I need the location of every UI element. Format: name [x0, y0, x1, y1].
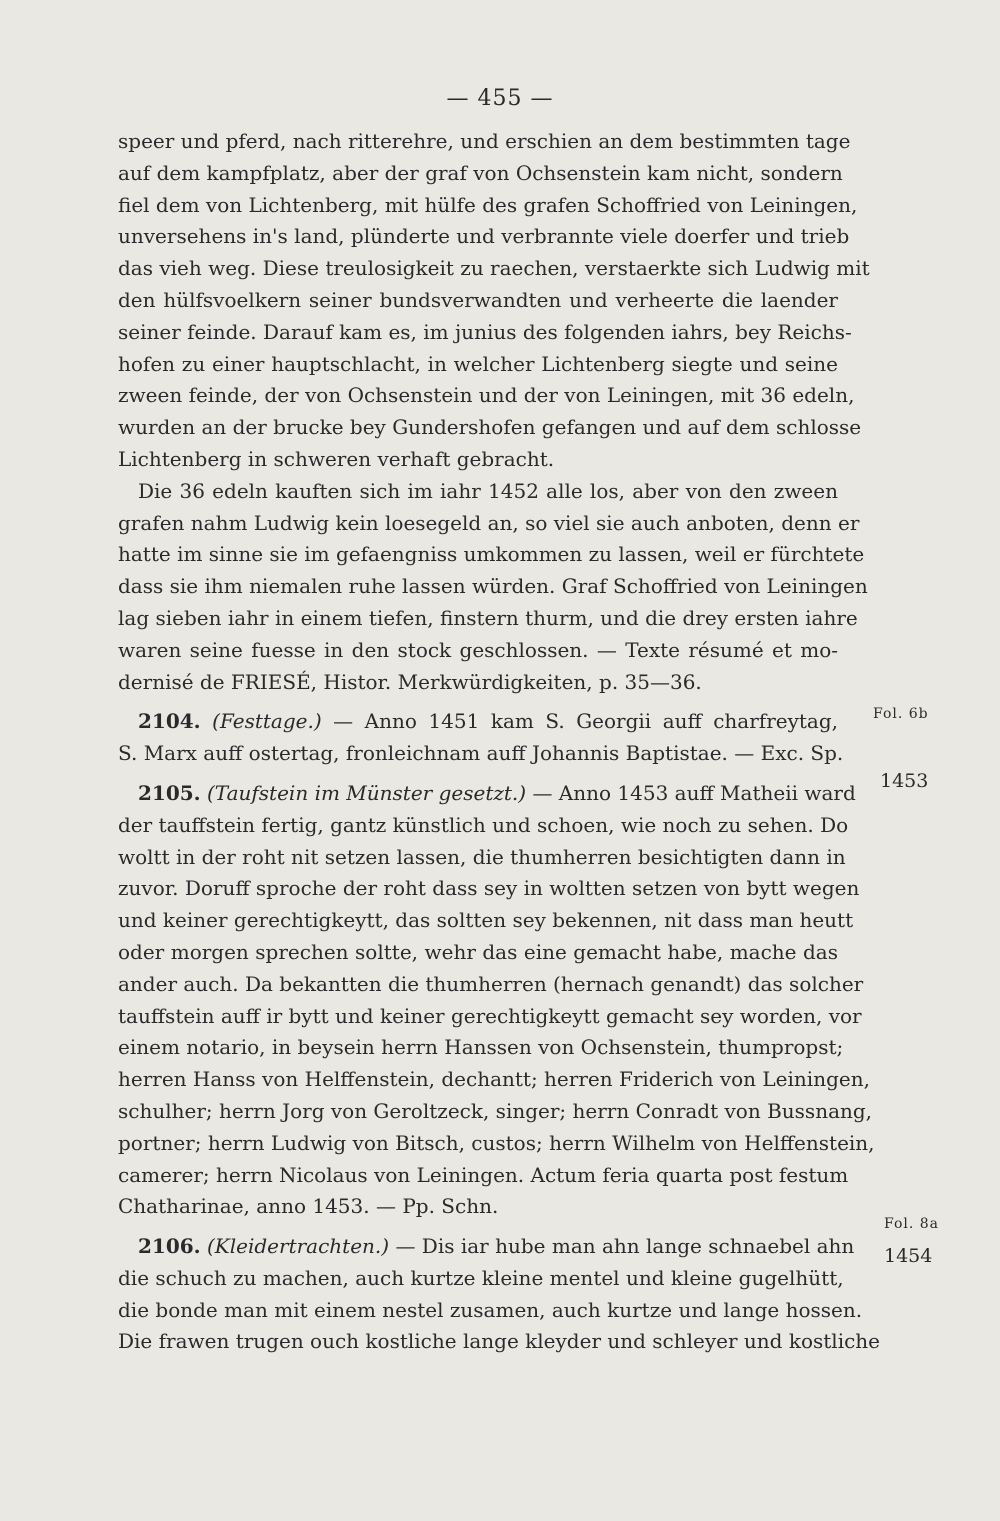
entry-2104-heading-line: [118, 706, 838, 738]
text-line: speer und pferd, nach ritterehre, und erschien an dem bestimmten tage: [118, 129, 851, 153]
text-line: waren seine fuesse in den stock geschlossen. — Texte résumé et mo-: [118, 637, 838, 662]
text-line: und keiner gerechtigkeytt, das soltten sey bekennen, nit dass man heutt: [118, 908, 854, 933]
entry-gap: [118, 770, 838, 778]
entry-number: 2104.: [138, 709, 201, 734]
entry-gap: [118, 1223, 838, 1231]
text-line: herren Hanss von Helffenstein, dechantt; herren Friderich von Leiningen,: [118, 1067, 870, 1092]
text-line: einem notario, in beysein herrn Hanssen von Ochsenstein, thumpropst;: [118, 1035, 844, 1060]
text-line: die bonde man mit einem nestel zusamen, auch kurtze und lange hossen.: [118, 1297, 863, 1322]
entry-text: — Anno 1453 auff Matheii ward: [532, 780, 856, 805]
text-line: schulher; herrn Jorg von Geroltzeck, singer; herrn Conradt von Bussnang,: [118, 1098, 873, 1123]
text-line: wurden an der brucke bey Gundershofen gefangen und auf dem schlosse: [118, 415, 862, 440]
page-number: — 455 —: [446, 86, 554, 111]
margin-note-year-1454: 1454: [884, 1245, 933, 1267]
text-line: Die frawen trugen ouch kostliche lange kleyder und schleyer und kostliche: [118, 1329, 881, 1354]
text-line: Chatharinae, anno 1453. — Pp. Schn.: [118, 1194, 499, 1219]
entry-2105-heading-line: [118, 778, 856, 810]
entry-title: (Taufstein im Münster gesetzt.): [207, 780, 527, 805]
entry-gap: [118, 698, 838, 706]
text-line: den hülfsvoelkern seiner bundsverwandten und verheerte die laender: [118, 287, 838, 312]
text-line: fiel dem von Lichtenberg, mit hülfe des grafen Schoffried von Leiningen,: [118, 192, 858, 217]
entry-title: (Festtage.): [212, 709, 322, 734]
text-line: unversehens in's land, plünderte und verbrannte viele doerfer und trieb: [118, 224, 850, 249]
text-line: camerer; herrn Nicolaus von Leiningen. Actum feria quarta post festum: [118, 1162, 849, 1187]
text-line: zuvor. Doruff sproche der roht dass sey in woltten setzen von bytt wegen: [118, 876, 860, 901]
text-line: zween feinde, der von Ochsenstein und der von Leiningen, mit 36 edeln,: [118, 383, 855, 408]
text-line: seiner feinde. Darauf kam es, im junius des folgenden iahrs, bey Reichs-: [118, 319, 852, 344]
entry-text: — Anno 1451 kam S. Georgii auff charfreytag,: [333, 709, 839, 734]
entry-number: 2106.: [138, 1234, 201, 1259]
text-line: hofen zu einer hauptschlacht, in welcher Lichtenberg siegte und seine: [118, 351, 838, 376]
entry-title: (Kleidertrachten.): [207, 1234, 390, 1259]
text-line: oder morgen sprechen soltte, wehr das eine gemacht habe, mache das: [118, 939, 838, 964]
body-text: [118, 126, 881, 1358]
text-line: dass sie ihm niemalen ruhe lassen würden. Graf Schoffried von Leiningen: [118, 574, 868, 599]
text-line: ander auch. Da bekantten die thumherren (hernach genandt) das solcher: [118, 971, 864, 996]
text-line: der tauffstein fertig, gantz künstlich und schoen, wie noch zu sehen. Do: [118, 812, 849, 837]
text-line: portner; herrn Ludwig von Bitsch, custos; herrn Wilhelm von Helffenstein,: [118, 1130, 875, 1155]
text-line: S. Marx auff ostertag, fronleichnam auff Johannis Baptistae. — Exc. Sp.: [118, 741, 844, 766]
text-line: Lichtenberg in schweren verhaft gebracht.: [118, 446, 555, 471]
text-line: lag sieben iahr in einem tiefen, finstern thurm, und die drey ersten iahre: [118, 605, 858, 630]
text-line: die schuch zu machen, auch kurtze kleine mentel und kleine gugelhütt,: [118, 1265, 844, 1290]
text-line: hatte im sinne sie im gefaengniss umkommen zu lassen, weil er fürchtete: [118, 542, 865, 567]
margin-note-year-1453: 1453: [880, 770, 929, 792]
text-line: tauffstein auff ir bytt und keiner gerechtigkeytt gemacht sey worden, vor: [118, 1003, 862, 1028]
text-line: dernisé de FRIESÉ, Histor. Merkwürdigkeiten, p. 35—36.: [118, 669, 702, 694]
entry-2106-heading-line: [118, 1231, 855, 1263]
entry-text: — Dis iar hube man ahn lange schnaebel ahn: [395, 1234, 855, 1259]
margin-note-fol-8a: Fol. 8a: [884, 1216, 940, 1232]
text-line: woltt in der roht nit setzen lassen, die thumherren besichtigten dann in: [118, 844, 846, 869]
text-line: Die 36 edeln kauften sich im iahr 1452 alle los, aber von den zween: [138, 478, 838, 503]
text-line: auf dem kampfplatz, aber der graf von Ochsenstein kam nicht, sondern: [118, 160, 843, 185]
text-line: grafen nahm Ludwig kein loesegeld an, so viel sie auch anboten, denn er: [118, 510, 860, 535]
margin-note-fol-6b: Fol. 6b: [873, 706, 929, 722]
entry-number: 2105.: [138, 780, 201, 805]
text-line: das vieh weg. Diese treulosigkeit zu raechen, verstaerkte sich Ludwig mit: [118, 256, 870, 281]
